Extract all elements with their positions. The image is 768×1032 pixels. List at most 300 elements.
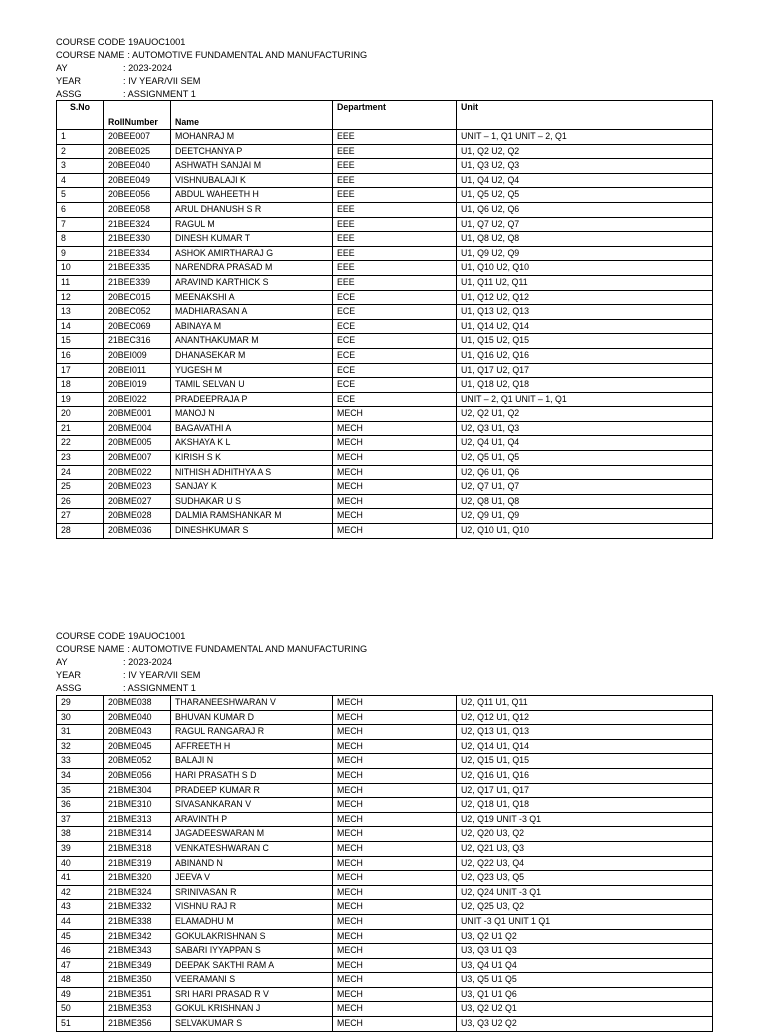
cell-roll-number: 21BEE334 bbox=[104, 246, 171, 261]
table-row bbox=[57, 958, 713, 973]
cell-roll-number: 20BEE007 bbox=[104, 130, 171, 145]
cell-roll-number: 21BEE335 bbox=[104, 261, 171, 276]
table-row bbox=[57, 217, 713, 232]
cell-unit: U1, Q14 U2, Q14 bbox=[457, 319, 713, 334]
year-row bbox=[56, 669, 367, 682]
cell-department: ECE bbox=[333, 348, 457, 363]
cell-roll-number: 20BME038 bbox=[104, 696, 171, 711]
cell-unit: U2, Q23 U3, Q5 bbox=[457, 871, 713, 886]
cell-name: MEENAKSHI A bbox=[171, 290, 333, 305]
cell-unit: U1, Q18 U2, Q18 bbox=[457, 378, 713, 393]
cell-sno: 10 bbox=[57, 261, 104, 276]
cell-sno: 45 bbox=[57, 929, 104, 944]
cell-sno: 28 bbox=[57, 524, 104, 539]
cell-roll-number: 20BEE056 bbox=[104, 188, 171, 203]
cell-sno: 7 bbox=[57, 217, 104, 232]
cell-department: EEE bbox=[333, 130, 457, 145]
cell-department: MECH bbox=[333, 812, 457, 827]
cell-name: SRI HARI PRASAD R V bbox=[171, 987, 333, 1002]
year-label: YEAR bbox=[56, 670, 82, 680]
cell-name: DINESHKUMAR S bbox=[171, 524, 333, 539]
cell-roll-number: 20BEC015 bbox=[104, 290, 171, 305]
cell-roll-number: 20BEE025 bbox=[104, 144, 171, 159]
ay-label: AY bbox=[56, 63, 68, 73]
table-row bbox=[57, 944, 713, 959]
cell-name: NARENDRA PRASAD M bbox=[171, 261, 333, 276]
cell-department: MECH bbox=[333, 509, 457, 524]
cell-name: GOKULAKRISHNAN S bbox=[171, 929, 333, 944]
cell-department: MECH bbox=[333, 987, 457, 1002]
cell-name: SRINIVASAN R bbox=[171, 885, 333, 900]
cell-unit: U1, Q11 U2, Q11 bbox=[457, 275, 713, 290]
table-body-1 bbox=[57, 130, 713, 539]
cell-roll-number: 21BEE339 bbox=[104, 275, 171, 290]
cell-sno: 16 bbox=[57, 348, 104, 363]
cell-department: MECH bbox=[333, 696, 457, 711]
table-header-row bbox=[57, 101, 713, 130]
table-row bbox=[57, 480, 713, 495]
cell-unit: U2, Q9 U1, Q9 bbox=[457, 509, 713, 524]
cell-roll-number: 21BME350 bbox=[104, 973, 171, 988]
table-row bbox=[57, 710, 713, 725]
table-row bbox=[57, 305, 713, 320]
table-body-2 bbox=[57, 696, 713, 1032]
table-row bbox=[57, 232, 713, 247]
course-code-row bbox=[56, 630, 367, 643]
cell-roll-number: 21BME338 bbox=[104, 914, 171, 929]
course-header-2 bbox=[56, 630, 367, 695]
cell-roll-number: 21BME349 bbox=[104, 958, 171, 973]
cell-name: DHANASEKAR M bbox=[171, 348, 333, 363]
cell-roll-number: 20BME023 bbox=[104, 480, 171, 495]
cell-roll-number: 20BME001 bbox=[104, 407, 171, 422]
table-row bbox=[57, 275, 713, 290]
cell-roll-number: 21BME314 bbox=[104, 827, 171, 842]
cell-roll-number: 20BME040 bbox=[104, 710, 171, 725]
cell-department: EEE bbox=[333, 232, 457, 247]
cell-sno: 11 bbox=[57, 275, 104, 290]
cell-sno: 8 bbox=[57, 232, 104, 247]
cell-unit: U1, Q17 U2, Q17 bbox=[457, 363, 713, 378]
table-row bbox=[57, 696, 713, 711]
table-row bbox=[57, 783, 713, 798]
cell-department: MECH bbox=[333, 958, 457, 973]
cell-department: MECH bbox=[333, 739, 457, 754]
cell-name: MOHANRAJ M bbox=[171, 130, 333, 145]
cell-name: VENKATESHWARAN C bbox=[171, 841, 333, 856]
cell-sno: 43 bbox=[57, 900, 104, 915]
cell-roll-number: 20BME007 bbox=[104, 451, 171, 466]
cell-unit: U2, Q7 U1, Q7 bbox=[457, 480, 713, 495]
table-row bbox=[57, 202, 713, 217]
cell-sno: 12 bbox=[57, 290, 104, 305]
table-row bbox=[57, 290, 713, 305]
cell-sno: 41 bbox=[57, 871, 104, 886]
cell-roll-number: 20BME028 bbox=[104, 509, 171, 524]
cell-department: MECH bbox=[333, 973, 457, 988]
cell-unit: U2, Q8 U1, Q8 bbox=[457, 494, 713, 509]
table-row bbox=[57, 987, 713, 1002]
cell-roll-number: 20BEC069 bbox=[104, 319, 171, 334]
col-header-roll: RollNumber bbox=[104, 101, 171, 130]
cell-unit: U1, Q5 U2, Q5 bbox=[457, 188, 713, 203]
cell-name: BALAJI N bbox=[171, 754, 333, 769]
cell-roll-number: 20BME043 bbox=[104, 725, 171, 740]
cell-roll-number: 20BME005 bbox=[104, 436, 171, 451]
course-name-value: : AUTOMOTIVE FUNDAMENTAL AND MANUFACTURING bbox=[127, 644, 368, 654]
cell-name: MANOJ N bbox=[171, 407, 333, 422]
cell-sno: 27 bbox=[57, 509, 104, 524]
table-row bbox=[57, 494, 713, 509]
table-row bbox=[57, 798, 713, 813]
cell-roll-number: 20BME056 bbox=[104, 768, 171, 783]
cell-sno: 40 bbox=[57, 856, 104, 871]
col-header-dept-text: Department bbox=[337, 102, 386, 112]
cell-roll-number: 21BEE330 bbox=[104, 232, 171, 247]
table-row bbox=[57, 144, 713, 159]
cell-roll-number: 21BME343 bbox=[104, 944, 171, 959]
cell-unit: U2, Q2 U1, Q2 bbox=[457, 407, 713, 422]
cell-sno: 18 bbox=[57, 378, 104, 393]
cell-department: ECE bbox=[333, 378, 457, 393]
cell-department: EEE bbox=[333, 202, 457, 217]
table-row bbox=[57, 319, 713, 334]
cell-department: MECH bbox=[333, 900, 457, 915]
cell-name: SIVASANKARAN V bbox=[171, 798, 333, 813]
cell-department: ECE bbox=[333, 319, 457, 334]
table-row bbox=[57, 841, 713, 856]
cell-department: MECH bbox=[333, 465, 457, 480]
cell-roll-number: 20BME052 bbox=[104, 754, 171, 769]
table-row bbox=[57, 856, 713, 871]
cell-unit: U3, Q2 U2 Q1 bbox=[457, 1002, 713, 1017]
cell-sno: 15 bbox=[57, 334, 104, 349]
course-name-row bbox=[56, 49, 367, 62]
cell-roll-number: 21BME356 bbox=[104, 1017, 171, 1032]
cell-roll-number: 21BME351 bbox=[104, 987, 171, 1002]
cell-sno: 24 bbox=[57, 465, 104, 480]
cell-department: MECH bbox=[333, 856, 457, 871]
cell-sno: 44 bbox=[57, 914, 104, 929]
cell-name: VISHNU RAJ R bbox=[171, 900, 333, 915]
cell-sno: 48 bbox=[57, 973, 104, 988]
table-row bbox=[57, 130, 713, 145]
table-row bbox=[57, 188, 713, 203]
cell-sno: 30 bbox=[57, 710, 104, 725]
cell-unit: U1, Q8 U2, Q8 bbox=[457, 232, 713, 247]
cell-unit: U1, Q16 U2, Q16 bbox=[457, 348, 713, 363]
cell-department: MECH bbox=[333, 407, 457, 422]
cell-unit: U2, Q17 U1, Q17 bbox=[457, 783, 713, 798]
course-name-value: : AUTOMOTIVE FUNDAMENTAL AND MANUFACTURING bbox=[127, 50, 368, 60]
cell-sno: 20 bbox=[57, 407, 104, 422]
cell-name: AKSHAYA K L bbox=[171, 436, 333, 451]
cell-roll-number: 20BEI022 bbox=[104, 392, 171, 407]
cell-unit: U3, Q1 U1 Q6 bbox=[457, 987, 713, 1002]
cell-department: EEE bbox=[333, 261, 457, 276]
table-row bbox=[57, 261, 713, 276]
cell-name: HARI PRASATH S D bbox=[171, 768, 333, 783]
cell-unit: U2, Q3 U1, Q3 bbox=[457, 421, 713, 436]
cell-department: MECH bbox=[333, 725, 457, 740]
cell-unit: U1, Q15 U2, Q15 bbox=[457, 334, 713, 349]
ay-row bbox=[56, 656, 367, 669]
cell-department: MECH bbox=[333, 421, 457, 436]
cell-unit: U1, Q2 U2, Q2 bbox=[457, 144, 713, 159]
cell-unit: U3, Q5 U1 Q5 bbox=[457, 973, 713, 988]
cell-department: MECH bbox=[333, 841, 457, 856]
cell-unit: U1, Q13 U2, Q13 bbox=[457, 305, 713, 320]
cell-name: ASHOK AMIRTHARAJ G bbox=[171, 246, 333, 261]
cell-unit: U2, Q19 UNIT -3 Q1 bbox=[457, 812, 713, 827]
col-header-dept bbox=[333, 101, 457, 130]
cell-sno: 51 bbox=[57, 1017, 104, 1032]
cell-sno: 33 bbox=[57, 754, 104, 769]
table-row bbox=[57, 739, 713, 754]
ay-value: : 2023-2024 bbox=[123, 657, 173, 667]
cell-unit: U2, Q11 U1, Q11 bbox=[457, 696, 713, 711]
table-row bbox=[57, 754, 713, 769]
cell-unit: U2, Q18 U1, Q18 bbox=[457, 798, 713, 813]
cell-unit: UNIT – 1, Q1 UNIT – 2, Q1 bbox=[457, 130, 713, 145]
assignment-table-2 bbox=[56, 695, 713, 1032]
assg-label: ASSG bbox=[56, 89, 82, 99]
cell-unit: U2, Q10 U1, Q10 bbox=[457, 524, 713, 539]
course-name-label: COURSE NAME bbox=[56, 644, 125, 654]
table-row bbox=[57, 1002, 713, 1017]
cell-roll-number: 20BME045 bbox=[104, 739, 171, 754]
year-label: YEAR bbox=[56, 76, 82, 86]
cell-name: DALMIA RAMSHANKAR M bbox=[171, 509, 333, 524]
cell-unit: U2, Q21 U3, Q3 bbox=[457, 841, 713, 856]
cell-sno: 32 bbox=[57, 739, 104, 754]
cell-unit: U1, Q3 U2, Q3 bbox=[457, 159, 713, 174]
cell-sno: 1 bbox=[57, 130, 104, 145]
cell-department: EEE bbox=[333, 246, 457, 261]
course-code-row bbox=[56, 36, 367, 49]
cell-department: MECH bbox=[333, 451, 457, 466]
table-row bbox=[57, 392, 713, 407]
cell-unit: U1, Q9 U2, Q9 bbox=[457, 246, 713, 261]
course-code-label: COURSE CODE bbox=[56, 631, 125, 641]
cell-sno: 5 bbox=[57, 188, 104, 203]
cell-department: MECH bbox=[333, 524, 457, 539]
cell-department: ECE bbox=[333, 290, 457, 305]
year-row bbox=[56, 75, 367, 88]
cell-name: MADHIARASAN A bbox=[171, 305, 333, 320]
cell-unit: U2, Q24 UNIT -3 Q1 bbox=[457, 885, 713, 900]
cell-sno: 19 bbox=[57, 392, 104, 407]
cell-name: SANJAY K bbox=[171, 480, 333, 495]
cell-name: DEETCHANYA P bbox=[171, 144, 333, 159]
cell-sno: 47 bbox=[57, 958, 104, 973]
cell-unit: U2, Q20 U3, Q2 bbox=[457, 827, 713, 842]
cell-department: MECH bbox=[333, 480, 457, 495]
cell-name: VEERAMANI S bbox=[171, 973, 333, 988]
cell-sno: 23 bbox=[57, 451, 104, 466]
table-row bbox=[57, 407, 713, 422]
cell-department: MECH bbox=[333, 768, 457, 783]
cell-unit: U3, Q3 U2 Q2 bbox=[457, 1017, 713, 1032]
course-name-label: COURSE NAME bbox=[56, 50, 125, 60]
cell-name: JEEVA V bbox=[171, 871, 333, 886]
cell-roll-number: 20BME022 bbox=[104, 465, 171, 480]
cell-roll-number: 21BME320 bbox=[104, 871, 171, 886]
cell-unit: U3, Q4 U1 Q4 bbox=[457, 958, 713, 973]
table-row bbox=[57, 436, 713, 451]
course-code-value: : 19AUOC1001 bbox=[123, 37, 186, 47]
cell-department: MECH bbox=[333, 1002, 457, 1017]
table-row bbox=[57, 348, 713, 363]
cell-name: ANANTHAKUMAR M bbox=[171, 334, 333, 349]
table-row bbox=[57, 524, 713, 539]
cell-name: RAGUL M bbox=[171, 217, 333, 232]
table-row bbox=[57, 973, 713, 988]
cell-sno: 4 bbox=[57, 173, 104, 188]
cell-department: MECH bbox=[333, 871, 457, 886]
table-row bbox=[57, 173, 713, 188]
cell-sno: 9 bbox=[57, 246, 104, 261]
cell-name: RAGUL RANGARAJ R bbox=[171, 725, 333, 740]
assg-row bbox=[56, 682, 367, 695]
table-row bbox=[57, 378, 713, 393]
cell-name: GOKUL KRISHNAN J bbox=[171, 1002, 333, 1017]
cell-sno: 26 bbox=[57, 494, 104, 509]
cell-roll-number: 20BEE040 bbox=[104, 159, 171, 174]
cell-name: SELVAKUMAR S bbox=[171, 1017, 333, 1032]
cell-roll-number: 20BEC052 bbox=[104, 305, 171, 320]
assg-label: ASSG bbox=[56, 683, 82, 693]
cell-name: TAMIL SELVAN U bbox=[171, 378, 333, 393]
cell-roll-number: 20BME036 bbox=[104, 524, 171, 539]
cell-sno: 34 bbox=[57, 768, 104, 783]
cell-name: ELAMADHU M bbox=[171, 914, 333, 929]
cell-unit: U2, Q14 U1, Q14 bbox=[457, 739, 713, 754]
cell-roll-number: 20BEE058 bbox=[104, 202, 171, 217]
cell-department: EEE bbox=[333, 275, 457, 290]
year-value: : IV YEAR/VII SEM bbox=[123, 76, 201, 86]
col-header-sno: S.No bbox=[57, 101, 104, 130]
cell-name: KIRISH S K bbox=[171, 451, 333, 466]
cell-sno: 14 bbox=[57, 319, 104, 334]
col-header-unit: Unit bbox=[457, 101, 713, 130]
cell-department: MECH bbox=[333, 1017, 457, 1032]
cell-name: THARANEESHWARAN V bbox=[171, 696, 333, 711]
table-row bbox=[57, 363, 713, 378]
cell-roll-number: 21BME353 bbox=[104, 1002, 171, 1017]
cell-department: MECH bbox=[333, 494, 457, 509]
cell-name: AFFREETH H bbox=[171, 739, 333, 754]
table-row bbox=[57, 334, 713, 349]
cell-sno: 42 bbox=[57, 885, 104, 900]
cell-department: MECH bbox=[333, 710, 457, 725]
cell-name: BHUVAN KUMAR D bbox=[171, 710, 333, 725]
cell-sno: 35 bbox=[57, 783, 104, 798]
cell-sno: 37 bbox=[57, 812, 104, 827]
cell-department: MECH bbox=[333, 783, 457, 798]
table-row bbox=[57, 871, 713, 886]
cell-sno: 13 bbox=[57, 305, 104, 320]
cell-name: SUDHAKAR U S bbox=[171, 494, 333, 509]
table-row bbox=[57, 465, 713, 480]
cell-sno: 17 bbox=[57, 363, 104, 378]
cell-name: ABINAND N bbox=[171, 856, 333, 871]
cell-roll-number: 20BEI011 bbox=[104, 363, 171, 378]
col-header-name: Name bbox=[171, 101, 333, 130]
cell-roll-number: 21BME318 bbox=[104, 841, 171, 856]
ay-label: AY bbox=[56, 657, 68, 667]
cell-name: NITHISH ADHITHYA A S bbox=[171, 465, 333, 480]
cell-name: YUGESH M bbox=[171, 363, 333, 378]
cell-sno: 21 bbox=[57, 421, 104, 436]
cell-roll-number: 21BEE324 bbox=[104, 217, 171, 232]
cell-department: EEE bbox=[333, 173, 457, 188]
cell-department: ECE bbox=[333, 363, 457, 378]
cell-roll-number: 21BME304 bbox=[104, 783, 171, 798]
cell-department: MECH bbox=[333, 929, 457, 944]
cell-department: EEE bbox=[333, 144, 457, 159]
cell-name: VISHNUBALAJI K bbox=[171, 173, 333, 188]
cell-unit: U2, Q15 U1, Q15 bbox=[457, 754, 713, 769]
cell-name: PRADEEP KUMAR R bbox=[171, 783, 333, 798]
cell-department: ECE bbox=[333, 392, 457, 407]
cell-name: ABDUL WAHEETH H bbox=[171, 188, 333, 203]
table-row bbox=[57, 509, 713, 524]
table-row bbox=[57, 914, 713, 929]
cell-unit: U2, Q5 U1, Q5 bbox=[457, 451, 713, 466]
cell-roll-number: 20BEI019 bbox=[104, 378, 171, 393]
cell-unit: UNIT – 2, Q1 UNIT – 1, Q1 bbox=[457, 392, 713, 407]
cell-sno: 29 bbox=[57, 696, 104, 711]
cell-department: MECH bbox=[333, 436, 457, 451]
cell-unit: U3, Q2 U1 Q2 bbox=[457, 929, 713, 944]
cell-name: ARAVINTH P bbox=[171, 812, 333, 827]
cell-unit: U2, Q13 U1, Q13 bbox=[457, 725, 713, 740]
assg-value: : ASSIGNMENT 1 bbox=[123, 683, 196, 693]
cell-sno: 31 bbox=[57, 725, 104, 740]
cell-roll-number: 21BME310 bbox=[104, 798, 171, 813]
table-row bbox=[57, 159, 713, 174]
cell-department: MECH bbox=[333, 827, 457, 842]
cell-sno: 39 bbox=[57, 841, 104, 856]
cell-roll-number: 20BEI009 bbox=[104, 348, 171, 363]
cell-sno: 36 bbox=[57, 798, 104, 813]
cell-name: ARUL DHANUSH S R bbox=[171, 202, 333, 217]
assignment-table-1 bbox=[56, 100, 713, 539]
table-row bbox=[57, 900, 713, 915]
cell-name: BAGAVATHI A bbox=[171, 421, 333, 436]
table-row bbox=[57, 421, 713, 436]
cell-sno: 38 bbox=[57, 827, 104, 842]
cell-department: EEE bbox=[333, 188, 457, 203]
cell-unit: U1, Q7 U2, Q7 bbox=[457, 217, 713, 232]
cell-name: DINESH KUMAR T bbox=[171, 232, 333, 247]
cell-department: MECH bbox=[333, 754, 457, 769]
cell-sno: 25 bbox=[57, 480, 104, 495]
course-code-value: : 19AUOC1001 bbox=[123, 631, 186, 641]
cell-unit: U2, Q6 U1, Q6 bbox=[457, 465, 713, 480]
cell-department: MECH bbox=[333, 914, 457, 929]
assg-value: : ASSIGNMENT 1 bbox=[123, 89, 196, 99]
cell-unit: UNIT -3 Q1 UNIT 1 Q1 bbox=[457, 914, 713, 929]
table-row bbox=[57, 451, 713, 466]
table-row bbox=[57, 929, 713, 944]
cell-unit: U2, Q4 U1, Q4 bbox=[457, 436, 713, 451]
cell-roll-number: 21BME332 bbox=[104, 900, 171, 915]
table-row bbox=[57, 768, 713, 783]
table-row bbox=[57, 827, 713, 842]
cell-roll-number: 20BEE049 bbox=[104, 173, 171, 188]
